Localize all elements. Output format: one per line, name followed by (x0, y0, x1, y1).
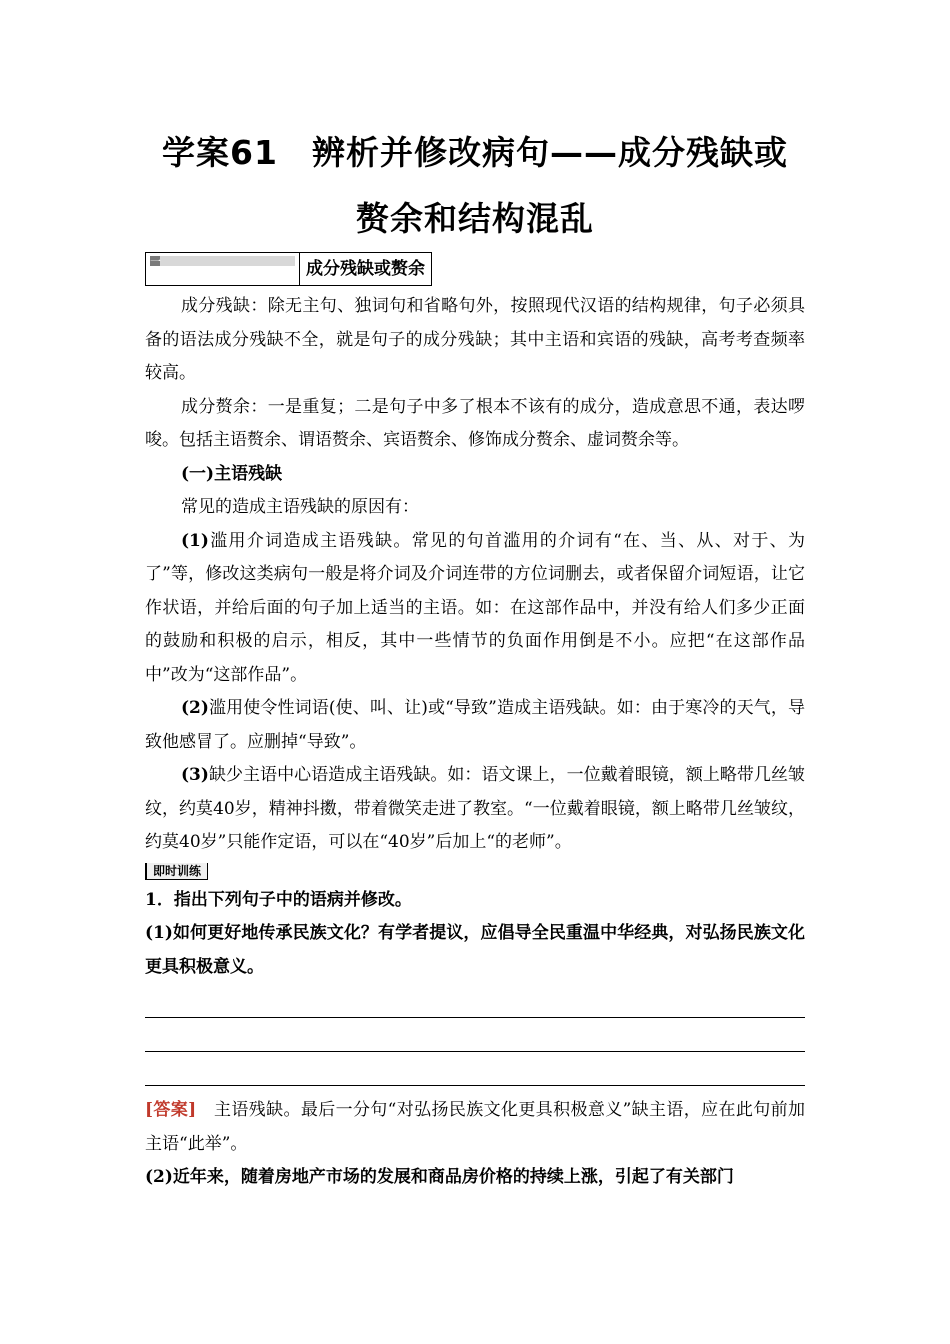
section-number: 一 (150, 255, 161, 268)
paragraph-cause-1 (145, 525, 805, 693)
answer-blank-line-2[interactable] (145, 1018, 805, 1052)
cause-2-number: (2) (181, 698, 209, 718)
cause-1-number: (1) (181, 530, 209, 551)
cause-3-number: (3) (181, 765, 209, 785)
question-1-1: (1)如何更好地传承民族文化？有学者提议，应倡导全民重温中华经典，对弘扬民族文化更具积极意义。 (145, 923, 805, 977)
practice-tag: 即时训练 (145, 863, 208, 880)
title-line-1: 学案61 辨析并修改病句——成分残缺或 (162, 133, 788, 172)
paragraph-cause-3 (145, 759, 805, 860)
cause-3-text: 缺少主语中心语造成主语残缺。如：语文课上，一位戴着眼镜，额上略带几丝皱纹，约莫40岁，精神抖擞，带着微笑走进了教室。“一位戴着眼镜，额上略带几丝皱纹，约莫40岁”只能作定语，可以在“40岁”后加上“的老师”。 (145, 765, 805, 852)
section-number-box (145, 252, 299, 286)
answer-paragraph (145, 1094, 805, 1161)
paragraph-cause-2 (145, 692, 805, 759)
question-1-2: (2)近年来，随着房地产市场的发展和商品房价格的持续上涨，引起了有关部门 (145, 1167, 734, 1187)
document-page (145, 120, 805, 1195)
subheading-subject-missing: (一)主语残缺 (181, 463, 283, 484)
paragraph-causes-intro: 常见的造成主语残缺的原因有： (181, 497, 419, 517)
section-header (145, 252, 805, 286)
question-1: 1．指出下列句子中的语病并修改。 (145, 889, 412, 910)
cause-1-text: 滥用介词造成主语残缺。常见的句首滥用的介词有“在、当、从、对于、为了”等，修改这类病句一般是将介词及介词连带的方位词删去，或者保留介词短语，让它作状语，并给后面的句子加上适当的主语。如：在这部作品中，并没有给人们多少正面的鼓励和积极的启示，相反，其中一些情节的负面作用倒是不小。应把“在这部作品中”改为“这部作品”。 (145, 530, 805, 685)
cause-2-text: 滥用使令性词语(使、叫、让)或“导致”造成主语残缺。如：由于寒冷的天气，导致他感冒了。应删掉“导致”。 (145, 698, 805, 752)
section-number-bar (150, 256, 295, 266)
answer-text: 主语残缺。最后一分句“对弘扬民族文化更具积极意义”缺主语，应在此句前加主语“此举”。 (145, 1100, 805, 1154)
answer-blank-line-3[interactable] (145, 1052, 805, 1086)
title-line-2: 赘余和结构混乱 (356, 199, 594, 238)
paragraph-redundancy: 成分赘余：一是重复；二是句子中多了根本不该有的成分，造成意思不通，表达啰唆。包括主语赘余、谓语赘余、宾语赘余、修饰成分赘余、虚词赘余等。 (145, 396, 805, 450)
answer-label: [答案] (145, 1100, 197, 1120)
answer-blank-line-1[interactable] (145, 984, 805, 1018)
paragraph-deficiency: 成分残缺：除无主句、独词句和省略句外，按照现代汉语的结构规律，句子必须具备的语法成分残缺不全，就是句子的成分残缺；其中主语和宾语的残缺，高考考查频率较高。 (145, 296, 805, 383)
page-title (145, 120, 805, 252)
section-title: 成分残缺或赘余 (299, 252, 432, 286)
